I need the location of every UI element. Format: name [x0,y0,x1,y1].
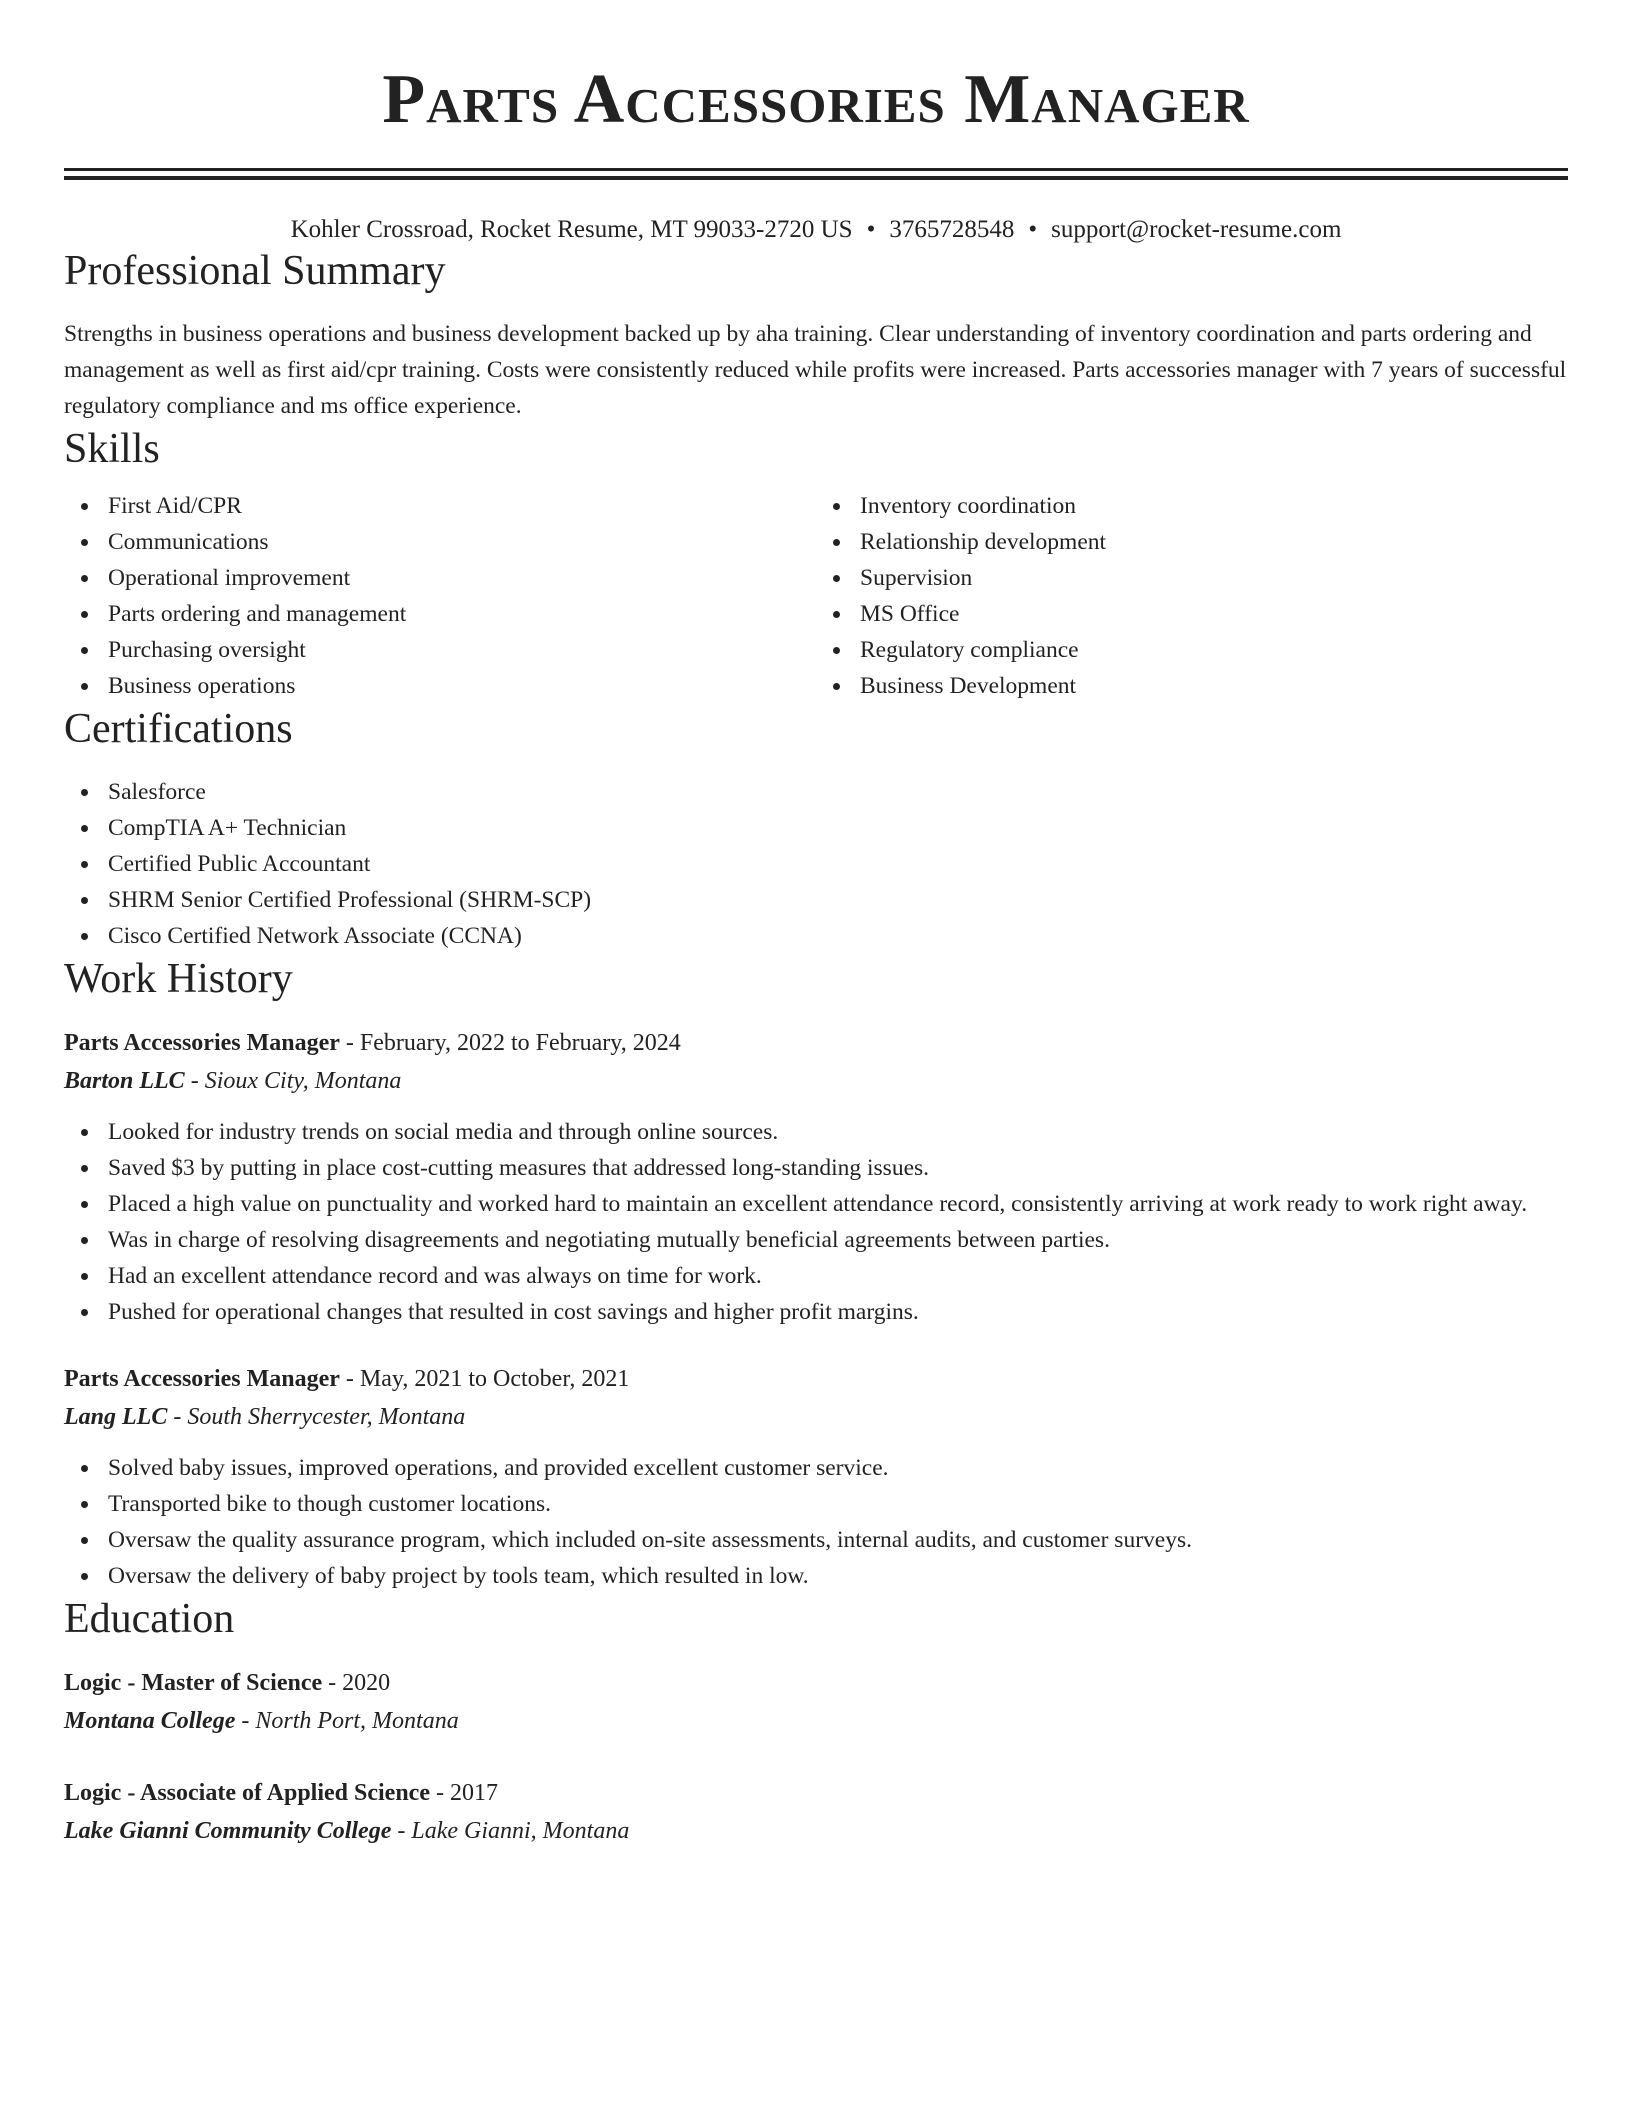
contact-separator: • [1028,216,1038,243]
skill-item: Communications [108,524,816,560]
job-bullet: Pushed for operational changes that resulted in cost savings and higher profit margins. [108,1294,1568,1330]
job-company: Barton LLC [64,1068,185,1094]
education-degree-line [64,1774,1568,1812]
resume-name-heading: Parts Accessories Manager [382,61,1250,138]
job-dates: February, 2022 to February, 2024 [359,1030,681,1056]
job-header [64,1360,1568,1398]
skill-item: Relationship development [860,524,1568,560]
section-title-skills: Skills [64,426,160,472]
job-dates: May, 2021 to October, 2021 [359,1366,630,1392]
contact-email: support@rocket-resume.com [1051,216,1342,243]
certification-item: SHRM Senior Certified Professional (SHRM-SCP) [108,882,1568,918]
skill-item: Operational improvement [108,560,816,596]
education-location: Lake Gianni, Montana [411,1818,630,1844]
job-bullets [64,1114,1568,1330]
job-role: Parts Accessories Manager [64,1030,340,1056]
education-school: Montana College [64,1708,236,1734]
skill-item: Business operations [108,668,816,704]
skill-item: Parts ordering and management [108,596,816,632]
job-dash: - [167,1404,188,1430]
job-bullet: Oversaw the delivery of baby project by tools team, which resulted in low. [108,1558,1568,1594]
education-school: Lake Gianni Community College [64,1818,392,1844]
certification-item: CompTIA A+ Technician [108,810,1568,846]
skills-grid [64,488,1568,704]
education-school-line [64,1812,1568,1850]
job-company-line [64,1398,1568,1436]
job-location: South Sherrycester, Montana [187,1404,466,1430]
skills-list-left [64,488,816,704]
skill-item: Business Development [860,668,1568,704]
job-bullet: Transported bike to though customer locations. [108,1486,1568,1522]
job-bullet: Was in charge of resolving disagreements and negotiating mutually beneficial agreements between parties. [108,1222,1568,1258]
education-year: 2017 [449,1780,498,1806]
skill-item: Supervision [860,560,1568,596]
job-bullet: Had an excellent attendance record and was always on time for work. [108,1258,1568,1294]
job-bullets [64,1450,1568,1594]
section-title-certifications: Certifications [64,706,293,752]
header-double-rule [64,168,1568,180]
education-year: 2020 [342,1670,391,1696]
education-entry [64,1664,1568,1740]
contact-separator: • [866,216,876,243]
section-title-education: Education [64,1596,235,1642]
certifications-list [64,774,1568,954]
education-entry [64,1774,1568,1850]
job-bullet: Saved $3 by putting in place cost-cutting measures that addressed long-standing issues. [108,1150,1568,1186]
job-role: Parts Accessories Manager [64,1366,340,1392]
certification-item: Certified Public Accountant [108,846,1568,882]
education-degree: Logic - Associate of Applied Science [64,1780,430,1806]
education-dash: - [235,1708,256,1734]
education-degree-line [64,1664,1568,1702]
job-company: Lang LLC [64,1404,168,1430]
skills-list-right [816,488,1568,704]
education-dash: - [391,1818,412,1844]
education-degree: Logic - Master of Science [64,1670,323,1696]
job-dash: - [339,1030,360,1056]
certification-item: Salesforce [108,774,1568,810]
section-title-work-history: Work History [64,956,293,1002]
education-dash: - [429,1780,450,1806]
skill-item: First Aid/CPR [108,488,816,524]
job-dash: - [184,1068,205,1094]
job-location: Sioux City, Montana [204,1068,402,1094]
job-dash: - [339,1366,360,1392]
skill-item: Purchasing oversight [108,632,816,668]
job-bullet: Placed a high value on punctuality and worked hard to maintain an excellent attendance record, consistently arriving at work ready to work right away. [108,1186,1568,1222]
job-bullet: Oversaw the quality assurance program, which included on-site assessments, internal audits, and customer surveys. [108,1522,1568,1558]
education-location: North Port, Montana [255,1708,459,1734]
contact-line [64,214,1568,246]
skill-item: Inventory coordination [860,488,1568,524]
contact-phone: 3765728548 [889,216,1015,243]
job-entry [64,1024,1568,1330]
certification-item: Cisco Certified Network Associate (CCNA) [108,918,1568,954]
education-dash: - [322,1670,343,1696]
job-header [64,1024,1568,1062]
job-bullet: Solved baby issues, improved operations, and provided excellent customer service. [108,1450,1568,1486]
job-company-line [64,1062,1568,1100]
summary-text: Strengths in business operations and business development backed up by aha training. Clear understanding of inventory coordination and parts ordering and management as well as first aid/cpr training. Costs were consistently reduced while profits were increased. Parts accessories manager with 7 years of successful regulatory compliance and ms office experience. [64,321,1567,419]
section-title-summary: Professional Summary [64,248,446,294]
skill-item: MS Office [860,596,1568,632]
job-entry [64,1360,1568,1594]
job-bullet: Looked for industry trends on social media and through online sources. [108,1114,1568,1150]
contact-address: Kohler Crossroad, Rocket Resume, MT 99033-2720 US [290,216,853,243]
education-school-line [64,1702,1568,1740]
skill-item: Regulatory compliance [860,632,1568,668]
